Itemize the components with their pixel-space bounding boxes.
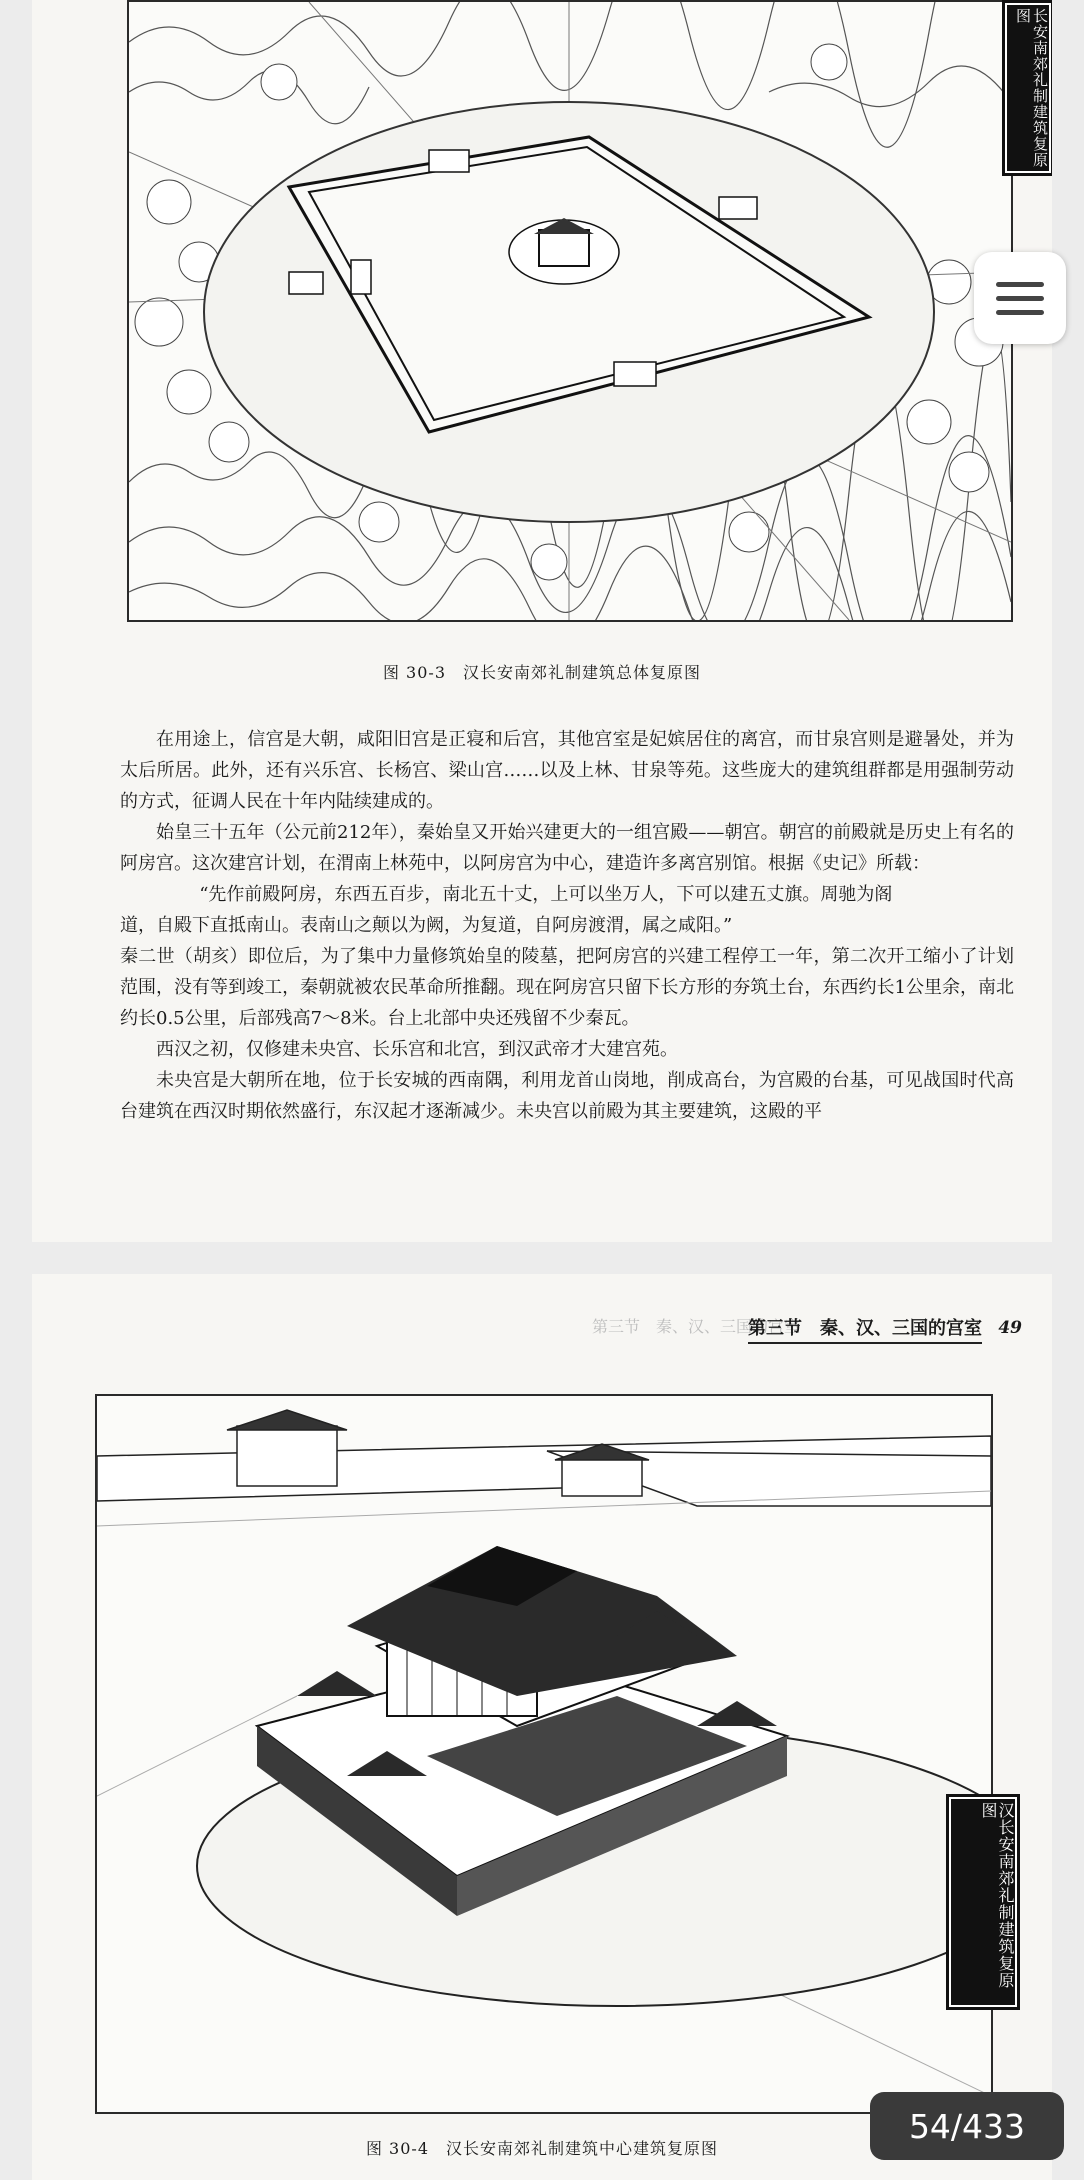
paragraph: 未央宫是大朝所在地，位于长安城的西南隅，利用龙首山岗地，削成高台，为宫殿的台基，可见战国时代高台建筑在西汉时期依然盛行，东汉起才逐渐减少。未央宫以前殿为其主要建筑，这殿的平: [120, 1070, 1014, 1122]
menu-bar: [996, 282, 1044, 287]
book-page-upper: [32, 0, 1052, 1242]
bleed-through-heading: 第三节 秦、汉、三国的宫室: [592, 1317, 801, 1336]
central-building-drawing: [97, 1396, 991, 2112]
paragraph: 秦二世（胡亥）即位后，为了集中力量修筑始皇的陵墓，把阿房宫的兴建工程停工一年，第二次开工缩小了计划范围，没有等到竣工，秦朝就被农民革命所推翻。现在阿房宫只留下长方形的夯筑土台，东西约长1公里余，南北约长0.5公里，后部残高7～8米。台上北部中央还残留不少秦瓦。: [120, 946, 1014, 1029]
quotation-continuation: 道，自殿下直抵南山。表南山之颠以为阙，为复道，自阿房渡渭，属之咸阳。”: [120, 915, 733, 936]
figure-seal-stamp: 长安南郊礼制建筑复原图: [1002, 0, 1052, 176]
figure-30-3-illustration: [127, 0, 1013, 622]
figure-caption: 图 30-3 汉长安南郊礼制建筑总体复原图: [382, 663, 702, 682]
paragraph: 始皇三十五年（公元前212年），秦始皇又开始兴建更大的一组宫殿——朝宫。朝宫的前殿就是历史上有名的阿房宫。这次建宫计划，在渭南上林苑中，以阿房宫为中心，建造许多离宫别馆。根据《史记》所载：: [120, 822, 1014, 874]
site-plan-drawing: [129, 2, 1011, 620]
paragraph: 西汉之初，仅修建未央宫、长乐宫和北宫，到汉武帝才大建宫苑。: [156, 1039, 678, 1060]
menu-bar: [996, 310, 1044, 315]
paragraph: 在用途上，信宫是大朝，咸阳旧宫是正寝和后宫，其他宫室是妃嫔居住的离宫，而甘泉宫则是避暑处，并为太后所居。此外，还有兴乐宫、长杨宫、梁山宫……以及上林、甘泉等苑。这些庞大的建筑组群都是用强制劳动的方式，征调人民在十年内陆续建成的。: [120, 729, 1014, 812]
running-head: 第三节 秦、汉、三国的宫室: [748, 1314, 982, 1344]
quotation: “先作前殿阿房，东西五百步，南北五十丈，上可以坐万人，下可以建五丈旗。周驰为阁: [199, 884, 893, 905]
book-page-lower: [32, 1274, 1052, 2180]
menu-bar: [996, 296, 1044, 301]
page-number: 49: [998, 1318, 1022, 1338]
body-text: [120, 724, 1014, 1127]
figure-caption: 图 30-4 汉长安南郊礼制建筑中心建筑复原图: [365, 2139, 719, 2158]
hamburger-menu-icon[interactable]: [974, 252, 1066, 344]
figure-30-4-illustration: [95, 1394, 993, 2114]
page-indicator: 54/433: [870, 2092, 1064, 2160]
figure-seal-stamp: 汉长安南郊礼制建筑复原图: [946, 1794, 1020, 2010]
